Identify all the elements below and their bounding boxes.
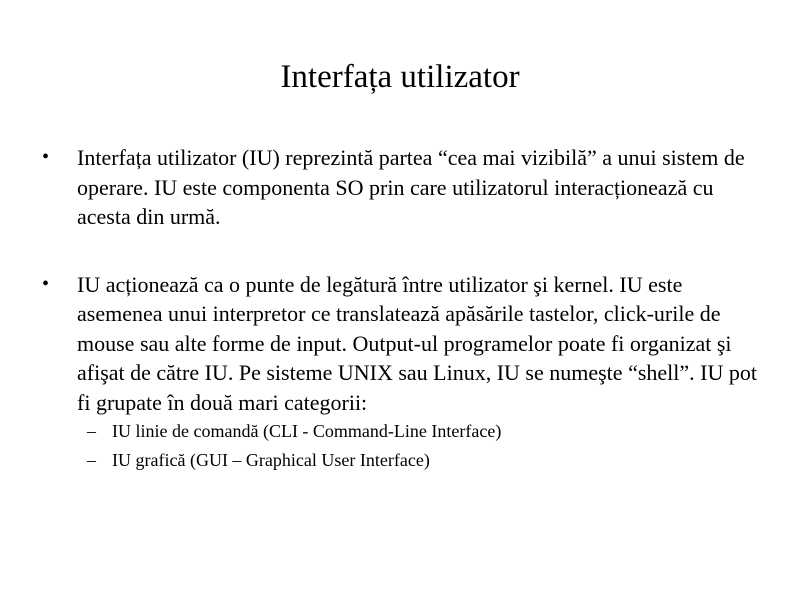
sub-bullet-marker: – [87, 421, 96, 441]
sub-bullet-text: IU grafică (GUI – Graphical User Interface) [112, 450, 430, 470]
slide-title: Interfața utilizator [280, 59, 520, 95]
bullet-text: IU acționează ca o punte de legătură între utilizator şi kernel. IU este asemenea unui interpretor ce translatează apăsările tastelor, click-urile de mouse sau alte forme de input. Output-ul programelor poate fi organizat şi afişat de către IU. Pe sisteme UNIX sau Linux, IU se numeşte “shell”. IU pot fi grupate în două mari categorii: [77, 271, 757, 415]
sub-bullet-list [77, 417, 762, 475]
bullet-marker: • [42, 272, 50, 295]
sub-bullet-item [77, 446, 762, 475]
sub-bullet-marker: – [87, 450, 96, 470]
slide-content [42, 143, 762, 475]
sub-bullet-item [77, 417, 762, 446]
bullet-marker: • [42, 146, 50, 168]
bullet-item [42, 143, 762, 232]
bullet-text: Interfața utilizator (IU) reprezintă partea “cea mai vizibilă” a unui sistem de operare. IU este componenta SO prin care utilizatorul interacționează cu acesta din urmă. [77, 145, 745, 229]
bullet-item [42, 270, 762, 476]
sub-bullet-text: IU linie de comandă (CLI - Command-Line Interface) [112, 421, 502, 441]
